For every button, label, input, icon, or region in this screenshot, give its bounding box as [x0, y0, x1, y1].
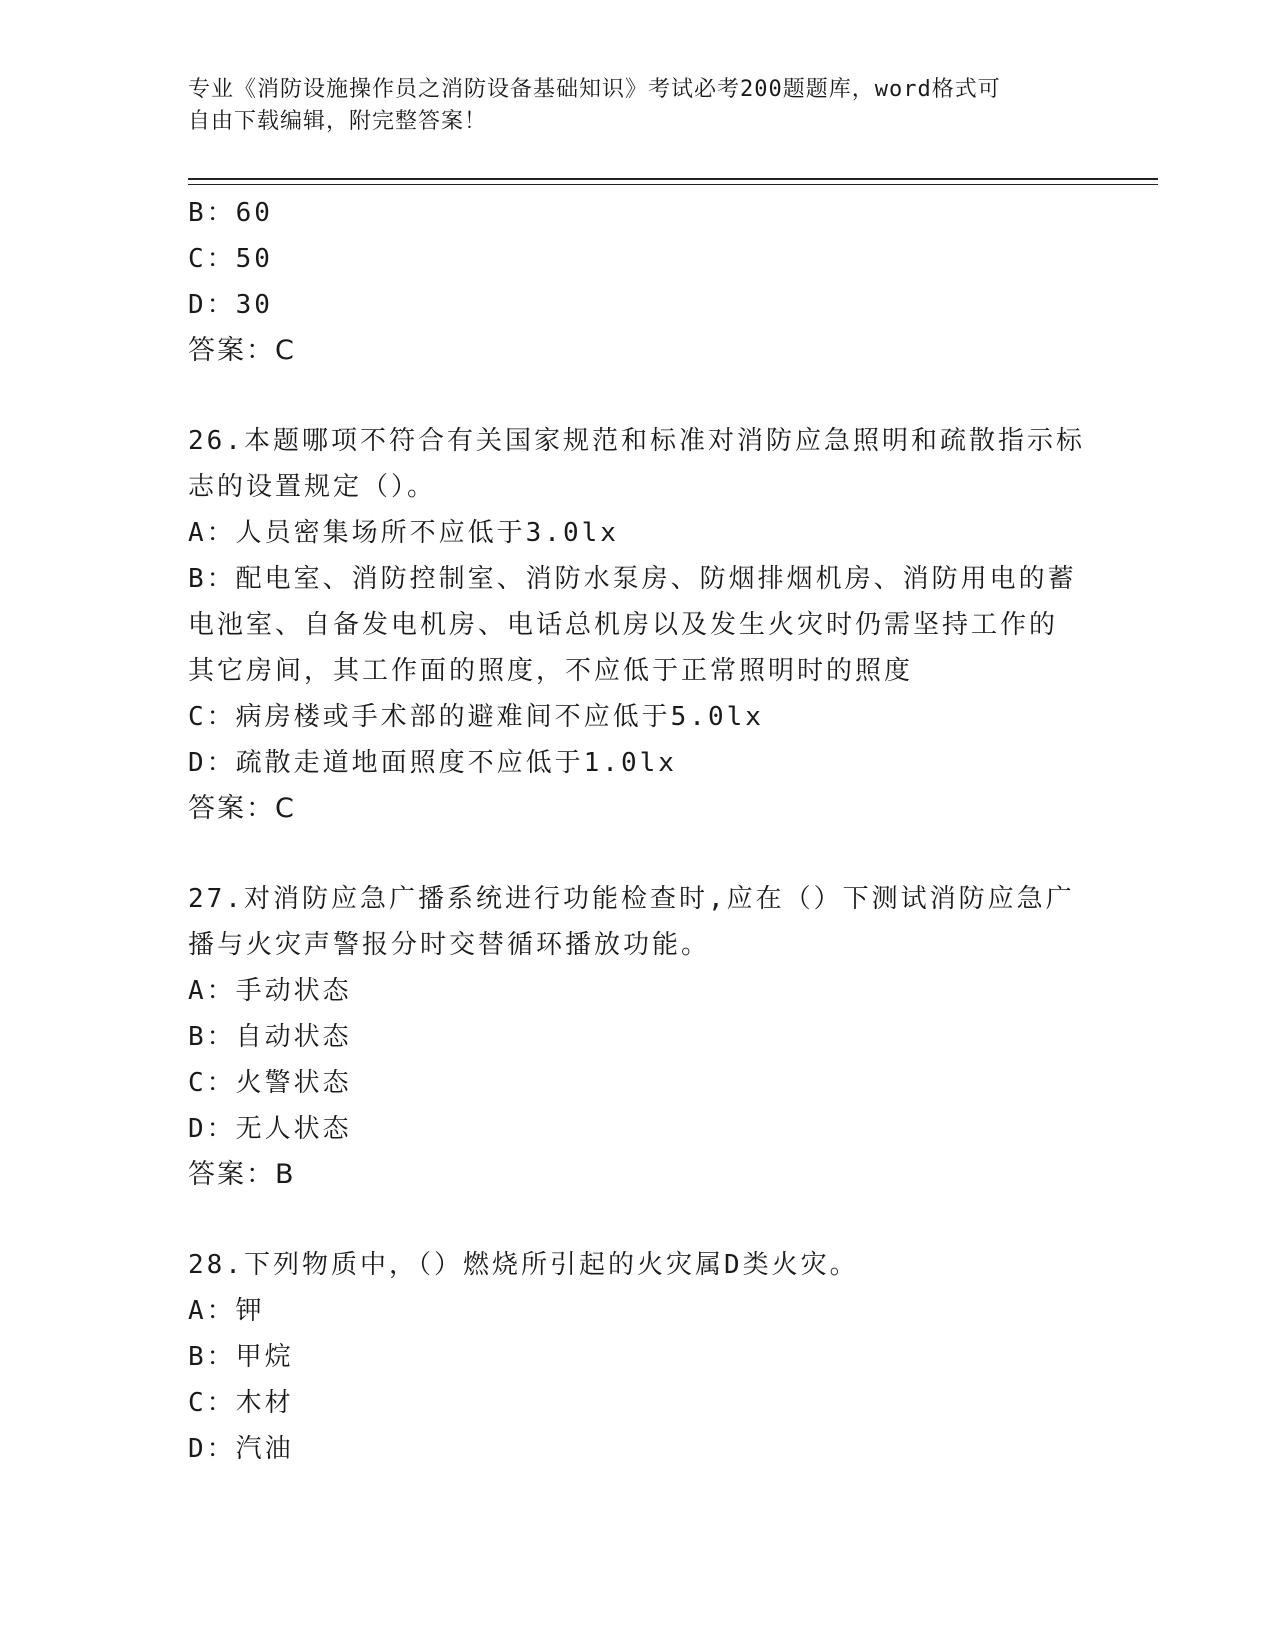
spacer [188, 1198, 1088, 1242]
header-rule-thick [188, 178, 1158, 180]
document-body [188, 190, 1088, 1472]
question-26 [188, 418, 1088, 832]
option-d: D：无人状态 [188, 1114, 352, 1144]
option-b: B：自动状态 [188, 1022, 352, 1052]
option-d: D：30 [188, 290, 273, 320]
option-d: D：疏散走道地面照度不应低于1.0lx [188, 748, 677, 778]
answer-line: 答案：B [188, 1159, 296, 1190]
question-27 [188, 876, 1088, 1198]
header-line-2: 自由下载编辑，附完整答案！ [188, 109, 488, 134]
option-a: A：钾 [188, 1296, 265, 1326]
option-c: C：50 [188, 244, 273, 274]
option-b: B：甲烷 [188, 1342, 294, 1372]
spacer [188, 832, 1088, 876]
question-stem: 27.对消防应急广播系统进行功能检查时,应在（）下测试消防应急广 播与火灾声警报分时交替循环播放功能。 [188, 884, 1075, 960]
option-b: B：配电室、消防控制室、消防水泵房、防烟排烟机房、消防用电的蓄 电池室、自备发电机房、电话总机房以及发生火灾时仍需坚持工作的 其它房间，其工作面的照度，不应低于正常照明时的照度 [188, 564, 1077, 686]
answer-line: 答案：C [188, 793, 296, 824]
question-28 [188, 1242, 1088, 1472]
question-stem: 26.本题哪项不符合有关国家规范和标准对消防应急照明和疏散指示标 志的设置规定（）。 [188, 426, 1085, 502]
spacer [188, 374, 1088, 418]
answer-line: 答案：C [188, 335, 296, 366]
option-b: B：60 [188, 198, 273, 228]
page-header [188, 74, 1078, 138]
option-c: C：火警状态 [188, 1068, 352, 1098]
prev-question [188, 190, 1088, 374]
question-stem: 28.下列物质中，（）燃烧所引起的火灾属D类火灾。 [188, 1250, 859, 1280]
option-c: C：木材 [188, 1388, 294, 1418]
header-rule-thin [188, 184, 1158, 185]
header-line-1: 专业《消防设施操作员之消防设备基础知识》考试必考200题题库，word格式可 [188, 77, 1001, 102]
option-c: C：病房楼或手术部的避难间不应低于5.0lx [188, 702, 764, 732]
option-d: D：汽油 [188, 1434, 294, 1464]
option-a: A：人员密集场所不应低于3.0lx [188, 518, 619, 548]
option-a: A：手动状态 [188, 976, 352, 1006]
